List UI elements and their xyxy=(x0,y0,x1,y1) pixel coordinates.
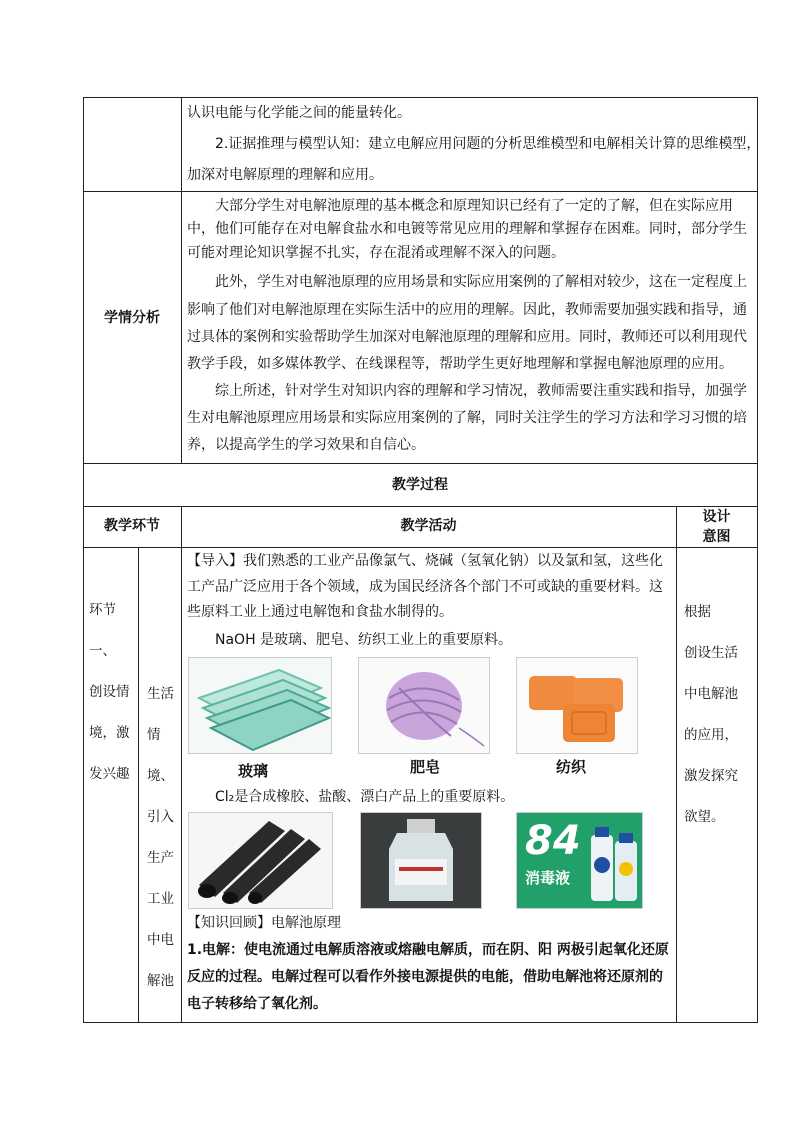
header-intent-2: 意图 xyxy=(702,529,731,545)
analysis-line: 此外，学生对电解池原理的应用场景和实际应用案例的了解相对较少，这在一定程度上 xyxy=(215,274,747,290)
disinfectant-image xyxy=(516,812,643,909)
intent-line: 创设生活 xyxy=(684,645,738,661)
top-line-1: 认识电能与化学能之间的能量转化。 xyxy=(187,105,411,121)
intent-text xyxy=(684,602,738,848)
analysis-line: 教学手段，如多媒体教学、在线课程等，帮助学生更好地理解和掌握电解池原理的应用。 xyxy=(187,356,733,372)
intro-line-3: 些原料工业上通过电解饱和食盐水制得的。 xyxy=(187,604,453,620)
sub-line: 境、 xyxy=(147,768,174,784)
analysis-line: 过具体的案例和实验帮助学生加深对电解池原理的理解和应用。同时，教师还可以利用现代 xyxy=(187,329,747,345)
definition-line-2: 反应的过程。电解过程可以看作外接电源提供的电能，借助电解池将还原剂的 xyxy=(187,969,663,985)
bottle-image xyxy=(360,812,482,909)
glass-image xyxy=(188,657,332,754)
stage-line: 发兴趣 xyxy=(89,766,130,782)
stage-line: 一、 xyxy=(89,643,116,659)
sub-line: 解池 xyxy=(147,973,174,989)
sub-line: 生产 xyxy=(147,850,174,866)
analysis-line: 养，以提高学生的学习效果和自信心。 xyxy=(187,437,425,453)
analysis-label: 学情分析 xyxy=(104,310,160,326)
analysis-line: 可能对理论知识掌握不扎实，存在混淆或理解不深入的问题。 xyxy=(187,245,565,261)
soap-image xyxy=(516,657,638,754)
rubber-image xyxy=(188,812,333,909)
analysis-line: 生对电解池原理应用场景和实际应用案例的了解，同时关注学生的学习方法和学习习惯的培 xyxy=(187,410,747,426)
analysis-line: 大部分学生对电解池原理的基本概念和原理知识已经有了一定的了解，但在实际应用 xyxy=(215,198,733,214)
stage-line: 境，激 xyxy=(89,725,130,741)
analysis-line: 综上所述，针对学生对知识内容的理解和学习情况，教师需要注重实践和指导，加强学 xyxy=(215,383,747,399)
intent-line: 的应用， xyxy=(684,727,738,743)
disinfectant-brand-label: 消毒液 xyxy=(525,869,571,887)
header-activity: 教学活动 xyxy=(400,518,457,534)
sub-line: 引入 xyxy=(147,809,174,825)
analysis-line: 影响了他们对电解池原理在实际生活中的应用的理解。因此，教师需要加强实践和指导，通 xyxy=(187,302,747,318)
stage-line: 环节 xyxy=(89,602,116,618)
definition-line-3: 电子转移给了氧化剂。 xyxy=(187,996,327,1012)
top-line-2: 2.证据推理与模型认知：建立电解应用问题的分析思维模型和电解相关计算的思维模型， xyxy=(215,136,761,152)
intro-line-2: 工产品广泛应用于各个领域，成为国民经济各个部门不可或缺的重要材料。这 xyxy=(187,579,663,595)
yarn-image xyxy=(358,657,490,754)
review-line: 【知识回顾】电解池原理 xyxy=(187,915,341,931)
top-line-3: 加深对电解原理的理解和应用。 xyxy=(187,167,383,183)
sub-stage-text xyxy=(147,684,174,1012)
soap-caption: 肥皂 xyxy=(410,758,441,776)
definition-line-1: 1.电解：使电流通过电解质溶液或熔融电解质，而在阴、阳 两极引起氧化还原 xyxy=(187,942,669,958)
textile-caption: 纺织 xyxy=(556,758,587,776)
intent-line: 激发探究 xyxy=(684,768,738,784)
intro-line-1: 【导入】我们熟悉的工业产品像氯气、烧碱（氢氧化钠）以及氯和氢，这些化 xyxy=(187,553,663,569)
sub-line: 情 xyxy=(147,727,161,743)
sub-line: 生活 xyxy=(147,686,174,702)
naoh-line: NaOH 是玻璃、肥皂、纺织工业上的重要原料。 xyxy=(215,632,513,648)
sub-line: 工业 xyxy=(147,891,174,907)
intent-line: 欲望。 xyxy=(684,809,725,825)
intent-line: 根据 xyxy=(684,604,711,620)
glass-caption: 玻璃 xyxy=(238,762,269,780)
stage-line: 创设情 xyxy=(89,684,130,700)
disinfectant-brand-number: 84 xyxy=(525,818,581,864)
cl2-line: Cl₂是合成橡胶、盐酸、漂白产品上的重要原料。 xyxy=(215,789,515,805)
header-intent-1: 设计 xyxy=(702,509,731,525)
analysis-line: 中，他们可能存在对电解食盐水和电镀等常见应用的理解和掌握存在困难。同时，部分学生 xyxy=(187,221,747,237)
stage-text xyxy=(89,600,130,805)
process-title: 教学过程 xyxy=(392,477,448,493)
intent-line: 中电解池 xyxy=(684,686,738,702)
header-stage: 教学环节 xyxy=(104,518,160,534)
sub-line: 中电 xyxy=(147,932,174,948)
